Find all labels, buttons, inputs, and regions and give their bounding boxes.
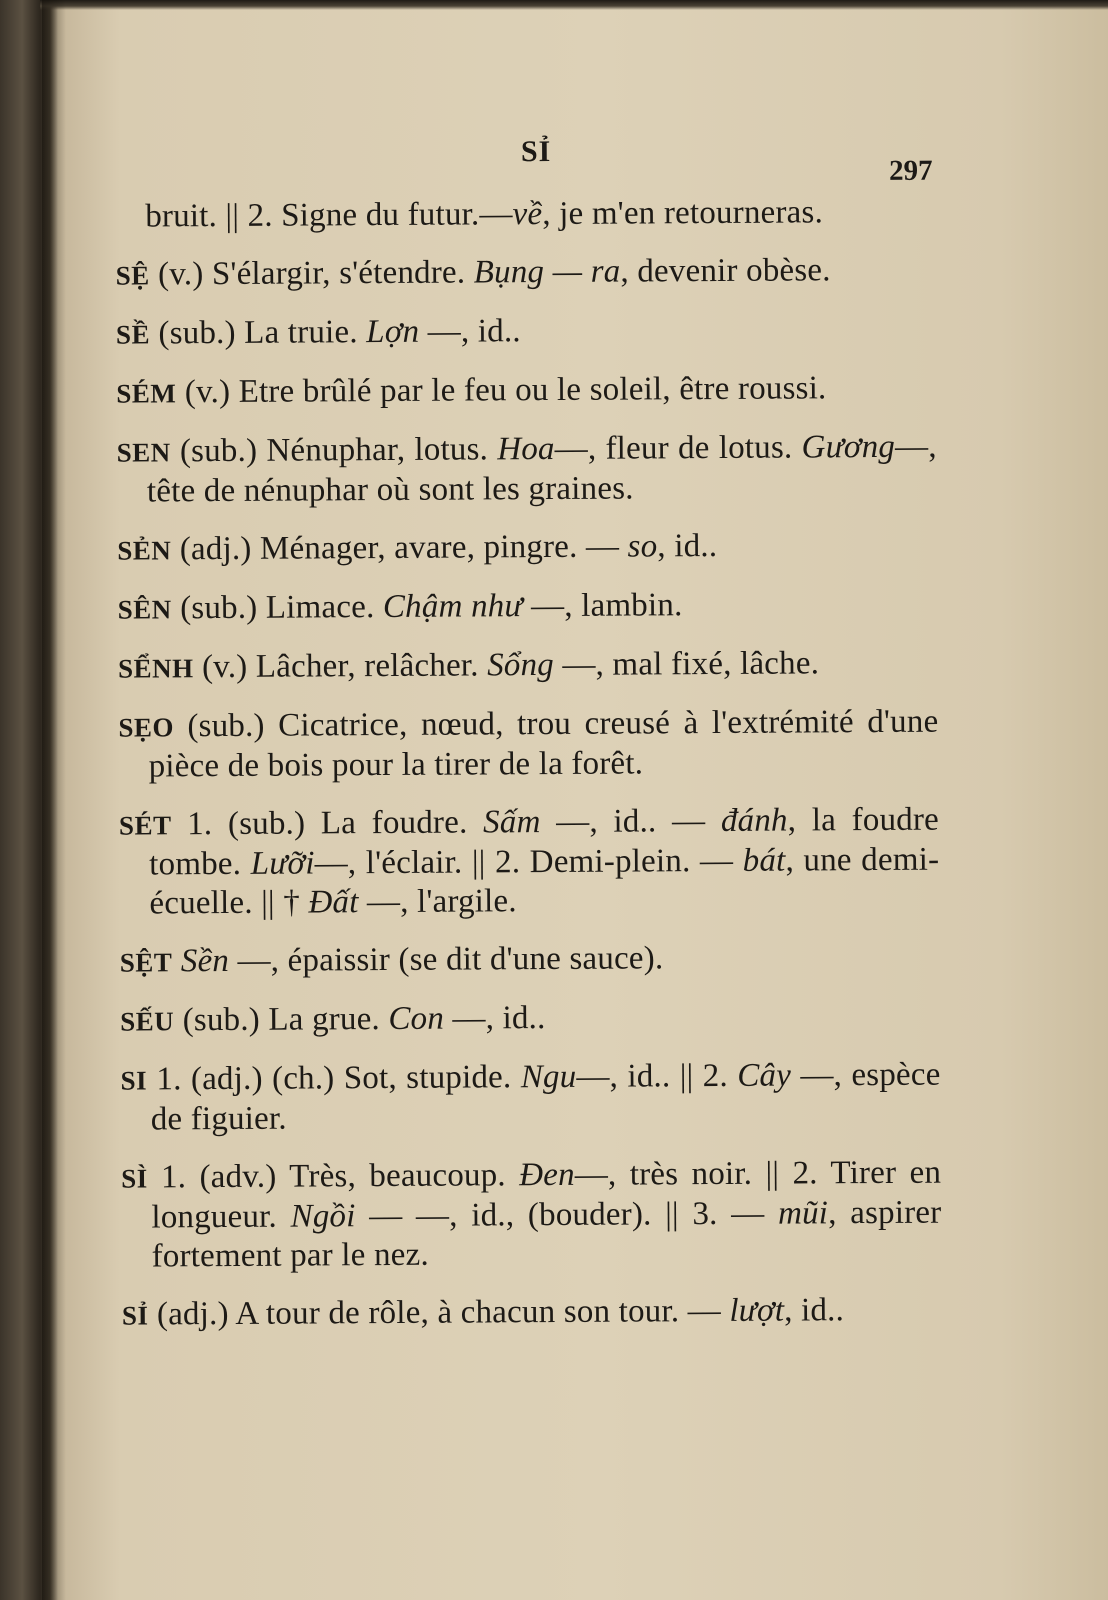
- entry-headword: SÉM: [116, 378, 177, 409]
- entry-text: (v.) Lâcher, relâcher.: [193, 647, 488, 686]
- entry-text: , une demi-écuelle. || †: [149, 841, 940, 922]
- entry-text: (v.) Etre brûlé par le feu ou le soleil, être roussi.: [176, 370, 827, 411]
- entry-example: mũi: [777, 1195, 829, 1232]
- entry-text: —, l'argile.: [358, 883, 517, 921]
- entry-text: — —, id., (bouder). || 3. —: [355, 1195, 779, 1235]
- entry-example: Bụng — ra: [473, 253, 621, 291]
- dictionary-entry: [118, 585, 938, 630]
- entry-example: lượt: [729, 1292, 785, 1329]
- entry-example: Gương: [801, 428, 896, 466]
- entry-example: Con: [388, 1000, 445, 1038]
- entry-text: , id..: [784, 1292, 845, 1329]
- entry-example: Lưỡi: [250, 845, 315, 882]
- entry-headword: SẾU: [120, 1006, 175, 1037]
- entry-text: (adj.) Ménager, avare, pingre. —: [171, 528, 628, 568]
- entry-text: —, l'éclair. || 2. Demi-plein. —: [314, 842, 743, 882]
- entry-example: Đen: [519, 1156, 575, 1194]
- dictionary-entry: [120, 1056, 940, 1140]
- entry-text: , aspirer fortement par le nez.: [151, 1194, 942, 1275]
- entry-text: —, espèce de figuier.: [150, 1056, 941, 1138]
- dictionary-entry: [116, 369, 936, 414]
- dictionary-entry: [120, 997, 940, 1042]
- entry-text: (sub.) La truie.: [149, 314, 367, 352]
- entry-text: (sub.) Cicatrice, nœud, trou creusé à l'extrémité d'une pièce de bois pour la tirer de la forêt.: [148, 703, 939, 785]
- entry-headword: SỆ: [115, 260, 150, 291]
- entry-text: —, mal fixé, lâche.: [553, 645, 820, 683]
- dictionary-entry: [116, 310, 936, 355]
- dictionary-entry: [120, 938, 940, 983]
- entry-text: [172, 943, 181, 979]
- entry-text: 1. (adv.) Très, beaucoup.: [147, 1157, 520, 1196]
- dictionary-entry: [117, 526, 937, 571]
- dictionary-entry: [121, 1154, 942, 1277]
- entry-example: Ngồi: [290, 1198, 356, 1235]
- entry-list: [115, 193, 942, 1355]
- entry-headword: SÌ: [121, 1163, 148, 1194]
- dictionary-entry: [118, 703, 938, 787]
- entry-headword: SỂNH: [117, 653, 194, 684]
- entry-text: —, épaissir (se dit d'une sauce).: [228, 940, 664, 979]
- entry-example: Lợn: [366, 313, 420, 351]
- entry-text: bruit. || 2. Signe du futur.—: [145, 196, 513, 235]
- entry-text: 1. (adj.) (ch.) Sot, stupide.: [146, 1059, 521, 1098]
- entry-example: Ngu: [520, 1058, 577, 1096]
- entry-headword: SEN: [116, 437, 171, 468]
- running-head: SỈ: [520, 134, 552, 169]
- entry-text: , id..: [657, 527, 718, 565]
- entry-text: —, tête de nénuphar où sont les graines.: [146, 428, 937, 510]
- entry-text: , devenir obèse.: [620, 252, 831, 290]
- entry-text: (sub.) Nénuphar, lotus.: [170, 431, 498, 470]
- entry-text: (v.) S'élargir, s'étendre.: [149, 254, 474, 293]
- entry-headword: SỀ: [115, 319, 151, 350]
- entry-text: —, id.. || 2.: [576, 1057, 738, 1095]
- entry-text: (sub.) La grue.: [174, 1001, 389, 1039]
- entry-headword: SẸO: [118, 712, 175, 743]
- page-number: 297: [888, 154, 933, 187]
- entry-example: Sền: [180, 942, 230, 980]
- dictionary-entry: [119, 801, 940, 924]
- entry-example: so: [627, 528, 658, 565]
- dictionary-page: [58, 2, 1108, 1600]
- entry-example: Cây: [737, 1057, 792, 1094]
- entry-example: bát: [742, 842, 786, 879]
- dictionary-entry: [118, 644, 938, 689]
- dictionary-entry: [116, 251, 936, 296]
- entry-text: , la foudre tombe.: [149, 801, 940, 883]
- entry-text: 1. (sub.) La foudre.: [171, 804, 484, 843]
- dictionary-entry: [122, 1291, 942, 1336]
- entry-text: —, id..: [443, 1000, 546, 1037]
- entry-headword: SẺN: [117, 535, 172, 566]
- entry-headword: SỈ: [121, 1300, 149, 1331]
- entry-example: về: [512, 196, 543, 233]
- entry-continuation: [115, 193, 935, 237]
- entry-headword: SI: [120, 1065, 148, 1096]
- entry-text: —, id.. —: [540, 802, 722, 841]
- entry-example: Sấm: [482, 804, 541, 841]
- entry-text: —, très noir. || 2. Tirer en longueur.: [151, 1154, 942, 1236]
- entry-example: Đất: [308, 884, 359, 921]
- entry-example: Sổng: [487, 646, 555, 684]
- entry-example: Hoa: [497, 430, 555, 468]
- entry-text: (sub.) Limace.: [171, 589, 384, 627]
- entry-example: đánh: [720, 802, 788, 839]
- entry-headword: SÊN: [117, 594, 172, 625]
- entry-text: —, id..: [419, 313, 521, 350]
- entry-text: —, fleur de lotus.: [554, 429, 802, 467]
- dictionary-entry: [117, 428, 937, 512]
- entry-text: (adj.) A tour de rôle, à chacun son tour. —: [148, 1292, 730, 1333]
- entry-text: —, lambin.: [522, 587, 683, 625]
- entry-example: Chậm như: [382, 588, 523, 626]
- entry-headword: SÉT: [118, 810, 172, 841]
- entry-headword: SỆT: [119, 947, 173, 978]
- entry-text: , je m'en retourneras.: [542, 194, 824, 233]
